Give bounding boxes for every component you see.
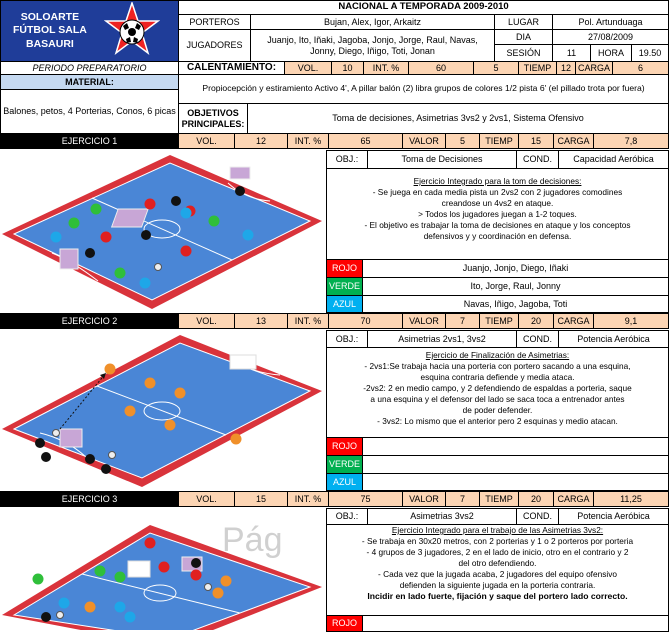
hora-label: HORA bbox=[590, 44, 632, 62]
ej3-int-label: INT. % bbox=[287, 491, 329, 507]
ej3-tiemp-value: 20 bbox=[518, 491, 554, 507]
ej1-desc-line: defensivos y y coordinación en defensa. bbox=[423, 230, 572, 241]
ej3-desc-line: - Se trabaja en 30x20 metros, con 2 porterias y 1 o 2 porteros por porteria bbox=[361, 535, 634, 546]
player-marker bbox=[191, 570, 202, 581]
jugadores-line-1: Juanjo, Ito, Iñaki, Jagoba, Jonjo, Jorge, Raul, Navas, bbox=[267, 35, 478, 46]
player-marker bbox=[243, 230, 254, 241]
ej3-cond-value: Potencia Aeróbica bbox=[558, 508, 669, 525]
ej1-carga-value: 7,8 bbox=[593, 133, 669, 149]
ej1-obj-value: Toma de Decisiones bbox=[367, 150, 517, 169]
ej2-int-value: 70 bbox=[328, 313, 403, 329]
player-marker bbox=[165, 420, 176, 431]
ej2-desc-line: esquina contraria defiende y media ataca. bbox=[420, 371, 575, 382]
cal-valor-value: 5 bbox=[473, 61, 519, 75]
player-marker bbox=[221, 576, 232, 587]
ball-icon bbox=[205, 584, 212, 591]
ej3-carga-value: 11,25 bbox=[593, 491, 669, 507]
hora-value: 19.50 bbox=[631, 44, 669, 62]
ej2-tiemp-value: 20 bbox=[518, 313, 554, 329]
ej3-desc-bold-line: Incidir en lado fuerte, fijación y saque del portero lado correcto. bbox=[367, 590, 628, 601]
player-marker bbox=[231, 434, 242, 445]
ej1-tiemp-label: TIEMP bbox=[479, 133, 519, 149]
ejercicio-3-title: EJERCICIO 3 bbox=[0, 491, 179, 507]
ej2-azul-value bbox=[362, 473, 669, 491]
player-marker bbox=[145, 378, 156, 389]
period-label: PERIODO PREPARATORIO bbox=[0, 61, 179, 75]
material-label: MATERIAL: bbox=[0, 74, 179, 90]
player-marker bbox=[145, 538, 156, 549]
ej3-rojo-label: ROJO bbox=[326, 615, 363, 632]
player-marker bbox=[69, 218, 80, 229]
ej1-desc-line: > Todos los jugadores juegan a 1-2 toques. bbox=[418, 208, 577, 219]
club-line-3: BASAURI bbox=[26, 37, 74, 50]
ej2-carga-label: CARGA bbox=[553, 313, 594, 329]
ej1-valor-value: 5 bbox=[445, 133, 480, 149]
player-marker bbox=[209, 216, 220, 227]
player-marker bbox=[175, 388, 186, 399]
jugadores-line-2: Jonny, Diego, Iñigo, Toti, Jonan bbox=[310, 45, 435, 56]
player-marker bbox=[115, 602, 126, 613]
ej1-cond-label: COND. bbox=[516, 150, 559, 169]
player-marker bbox=[91, 204, 102, 215]
ej1-rojo-label: ROJO bbox=[326, 259, 363, 278]
dia-label: DIA bbox=[494, 29, 553, 45]
player-marker bbox=[159, 562, 170, 573]
ej2-int-label: INT. % bbox=[287, 313, 329, 329]
ej2-rojo-label: ROJO bbox=[326, 437, 363, 456]
ej1-valor-label: VALOR bbox=[402, 133, 446, 149]
ej2-description bbox=[326, 347, 669, 438]
ball-icon bbox=[109, 452, 116, 459]
ej3-desc-line: - Cada vez que la jugada acaba, 2 jugadores del equipo ofensivo bbox=[378, 568, 617, 579]
player-marker bbox=[51, 232, 62, 243]
ball-icon bbox=[57, 612, 64, 619]
player-marker bbox=[101, 232, 112, 243]
ej2-obj-value: Asimetrias 2vs1, 3vs2 bbox=[367, 330, 517, 348]
lugar-value: Pol. Artunduaga bbox=[552, 14, 669, 30]
ej1-cond-value: Capacidad Aeróbica bbox=[558, 150, 669, 169]
ej2-desc-line: - 3vs2: Lo mismo que el anterior pero 2 esquinas y medio atacan. bbox=[377, 415, 618, 426]
player-marker bbox=[145, 199, 156, 210]
cal-carga-label: CARGA bbox=[575, 61, 613, 75]
ej2-court-diagram bbox=[0, 329, 326, 491]
ej1-int-value: 65 bbox=[328, 133, 403, 149]
player-marker bbox=[105, 364, 116, 375]
goalkeeper-marker bbox=[85, 454, 95, 464]
goalkeeper-marker bbox=[35, 438, 45, 448]
ej1-tiemp-value: 15 bbox=[518, 133, 554, 149]
ej1-verde-label: VERDE bbox=[326, 277, 363, 296]
ej1-azul-value: Navas, Iñigo, Jagoba, Toti bbox=[362, 295, 669, 313]
cal-tiemp-label: TIEMP bbox=[518, 61, 557, 75]
ej2-desc-line: -2vs2: 2 en medio campo, y 2 defendiendo de espaldas a porteria, saque bbox=[363, 382, 632, 393]
ej1-desc-title: Ejercicio Integrado para la tom de decisiones: bbox=[413, 176, 582, 186]
player-marker bbox=[213, 588, 224, 599]
player-marker bbox=[59, 598, 70, 609]
sesion-value: 11 bbox=[552, 44, 591, 62]
ball-icon bbox=[155, 264, 162, 271]
ej1-desc-line: - El objetivo es trabajar la toma de decisiones en ataque y los conceptos bbox=[364, 219, 631, 230]
goalkeeper-marker bbox=[41, 612, 51, 622]
goalkeeper-marker bbox=[235, 186, 245, 196]
ej3-court-diagram bbox=[0, 507, 326, 630]
header-title: NACIONAL A TEMPORADA 2009-2010 bbox=[178, 0, 669, 15]
ej3-vol-label: VOL. bbox=[178, 491, 235, 507]
goalkeeper-marker bbox=[191, 558, 201, 568]
ej2-azul-label: AZUL bbox=[326, 473, 363, 491]
club-line-2: FÚTBOL SALA bbox=[13, 24, 87, 37]
porteros-value: Bujan, Alex, Igor, Arkaitz bbox=[250, 14, 495, 30]
ej3-carga-label: CARGA bbox=[553, 491, 594, 507]
ej3-desc-line: - 4 grupos de 3 jugadores, 2 en el lado de inicio, otro en el contrario y 2 bbox=[366, 546, 629, 557]
calentamiento-text: Propiocepción y estiramiento Activo 4', A pillar balón (2) libra grupos de colores 1/2 pista 6' (el pillado trota por fuera) bbox=[178, 74, 669, 104]
ej1-azul-label: AZUL bbox=[326, 295, 363, 313]
ej1-obj-label: OBJ.: bbox=[326, 150, 368, 169]
objetivos-label: OBJETIVOS PRINCIPALES: bbox=[178, 103, 248, 134]
ej1-verde-value: Ito, Jorge, Raul, Jonny bbox=[362, 277, 669, 296]
dia-value: 27/08/2009 bbox=[552, 29, 669, 45]
ej2-valor-value: 7 bbox=[445, 313, 480, 329]
ej2-obj-label: OBJ.: bbox=[326, 330, 368, 348]
ej2-desc-title: Ejercicio de Finalización de Asimetrias: bbox=[425, 350, 570, 360]
objetivos-text: Toma de decisiones, Asimetrias 3vs2 y 2vs1, Sistema Ofensivo bbox=[247, 103, 669, 134]
ej1-carga-label: CARGA bbox=[553, 133, 594, 149]
goalkeeper-marker bbox=[101, 464, 111, 474]
ej2-vol-label: VOL. bbox=[178, 313, 235, 329]
player-marker bbox=[85, 602, 96, 613]
player-marker bbox=[115, 572, 126, 583]
ej3-desc-line: defienden la siguiente jugada en la porteria contraria. bbox=[399, 579, 596, 590]
goalkeeper-marker bbox=[171, 196, 181, 206]
ej2-valor-label: VALOR bbox=[402, 313, 446, 329]
ej1-vol-value: 12 bbox=[234, 133, 288, 149]
ej2-verde-label: VERDE bbox=[326, 455, 363, 474]
ejercicio-1-title: EJERCICIO 1 bbox=[0, 133, 179, 149]
club-line-1: SOLOARTE bbox=[20, 10, 80, 23]
player-marker bbox=[125, 406, 136, 417]
cal-carga-value: 6 bbox=[612, 61, 669, 75]
porteros-label: PORTEROS bbox=[178, 14, 251, 30]
ej1-vol-label: VOL. bbox=[178, 133, 235, 149]
sesion-label: SESIÓN bbox=[494, 44, 553, 62]
ej3-obj-label: OBJ.: bbox=[326, 508, 368, 525]
player-marker bbox=[33, 574, 44, 585]
ej2-carga-value: 9,1 bbox=[593, 313, 669, 329]
ej3-rojo-value bbox=[362, 615, 669, 632]
ej2-tiemp-label: TIEMP bbox=[479, 313, 519, 329]
ej1-desc-line: - Se juega en cada media pista un 2vs2 con 2 jugadores comodines bbox=[372, 186, 623, 197]
goalkeeper-marker bbox=[141, 230, 151, 240]
ej1-desc-line: creandose un 4vs2 en ataque. bbox=[441, 197, 554, 208]
ejercicio-2-title: EJERCICIO 2 bbox=[0, 313, 179, 329]
ej1-description bbox=[326, 168, 669, 260]
ej3-valor-label: VALOR bbox=[402, 491, 446, 507]
ej3-obj-value: Asimetrias 3vs2 bbox=[367, 508, 517, 525]
ej1-court-diagram bbox=[0, 149, 326, 313]
ej3-valor-value: 7 bbox=[445, 491, 480, 507]
ej2-cond-label: COND. bbox=[516, 330, 559, 348]
player-marker bbox=[181, 208, 192, 219]
ej2-desc-line: - 2vs1:Se trabaja hacia una porteria con portero sacando a una esquina, bbox=[364, 360, 631, 371]
ej2-cond-value: Potencia Aeróbica bbox=[558, 330, 669, 348]
ej3-desc-title: Ejercicio Integrado para el trabajo de las Asimetrias 3vs2: bbox=[391, 525, 604, 535]
player-marker bbox=[181, 246, 192, 257]
player-marker bbox=[125, 612, 136, 623]
cal-vol-label: VOL. bbox=[284, 61, 332, 75]
ej3-vol-value: 15 bbox=[234, 491, 288, 507]
cal-vol-value: 10 bbox=[331, 61, 364, 75]
player-marker bbox=[95, 566, 106, 577]
ej2-rojo-value bbox=[362, 437, 669, 456]
jugadores-value bbox=[250, 29, 495, 62]
ej2-desc-line: de poder defender. bbox=[462, 404, 533, 415]
ej2-vol-value: 13 bbox=[234, 313, 288, 329]
goalkeeper-marker bbox=[41, 452, 51, 462]
watermark: Pág bbox=[222, 521, 283, 559]
ej3-cond-label: COND. bbox=[516, 508, 559, 525]
cal-int-value: 60 bbox=[408, 61, 474, 75]
ej2-verde-value bbox=[362, 455, 669, 474]
player-marker bbox=[140, 278, 151, 289]
ej3-int-value: 75 bbox=[328, 491, 403, 507]
club-logo bbox=[104, 2, 160, 60]
calentamiento-label: CALENTAMIENTO: bbox=[178, 61, 285, 75]
ej3-desc-line: del otro defendiendo. bbox=[458, 557, 537, 568]
player-marker bbox=[115, 268, 126, 279]
ej3-tiemp-label: TIEMP bbox=[479, 491, 519, 507]
goalkeeper-marker bbox=[85, 248, 95, 258]
ej2-desc-line: a una esquina y el defensor del lado se saca toca a entrenador antes bbox=[370, 393, 625, 404]
jugadores-label: JUGADORES bbox=[178, 29, 251, 62]
ej1-rojo-value: Juanjo, Jonjo, Diego, Iñaki bbox=[362, 259, 669, 278]
ej1-int-label: INT. % bbox=[287, 133, 329, 149]
ball-icon bbox=[53, 430, 60, 437]
cal-tiemp-value: 12 bbox=[556, 61, 576, 75]
cal-int-label: INT. % bbox=[363, 61, 409, 75]
lugar-label: LUGAR bbox=[494, 14, 553, 30]
material-text: Balones, petos, 4 Porterias, Conos, 6 picas bbox=[0, 89, 179, 134]
ej3-description bbox=[326, 524, 669, 616]
